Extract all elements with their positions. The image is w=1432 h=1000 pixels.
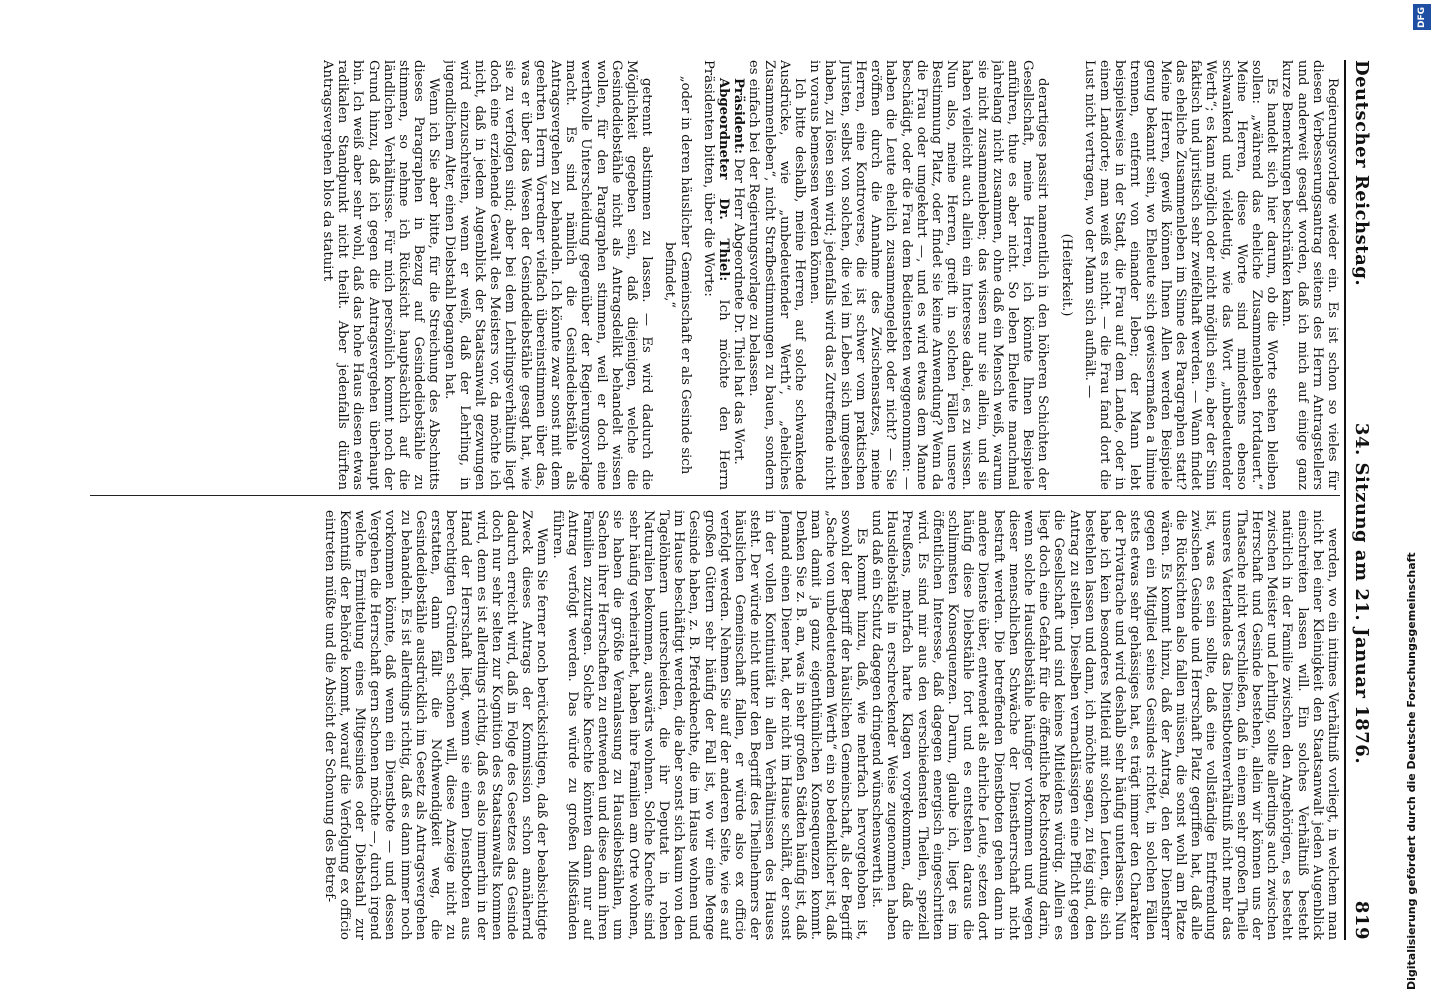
paragraph: Regierungsvorlage wieder ein. Es ist schon so vieles für diesen Verbesserungsantrag seitens des Herrn Antragstellers und anderweit gesagt worden, daß ich mich auf einige ganz kurze Bemerkungen beschränken kann. bbox=[1279, 60, 1340, 490]
header-session: 34. Sitzung am 21. Januar 1876. bbox=[1351, 422, 1373, 765]
paragraph: Es kommt hinzu, daß, wie mehrfach hervorgehoben ist, sowohl der Begriff der häuslichen Gemeinschaft, als der Begriff „Sache von unbedeutendem Werth“ ein so bedenklicher ist, daß man damit ja ganz eigenthümlichen Konsequenzen kommt. Denken Sie z. B. an, was in sehr großen Städten häufig ist, daß Jemand einen Diener hat, der nicht im Hause schläft, der sonst in der vollen Kontinuität in allen Verhältnissen des Hauses steht. Der würde nicht unter den Begriff des Theilnehmers der häuslichen Gemeinschaft fallen, er würde also ex officio verfolgt werden. Nehmen Sie auf der anderen Seite, wie es auf großen Gütern sehr häufig der Fall ist, wo wir eine Menge Gesinde haben, z. B. Pferdeknechte, die im Hause wohnen und im Hause beschäftigt werden, die aber sonst sich kaum von den Tagelöhnern unterscheiden, die ihr Deputat in rohen Naturalien bekommen, auswärts wohnen. Solche Knechte sind sehr häufig verheirathet, haben ihre Familien am Orte wohnen, sie haben die größte Veranlassung zu Hausdiebstählen, um Sachen ihrer Herrschaften zu entwenden und diese dann ihren Familien zuzutragen. Solche Knechte könnten dann nur auf Antrag verfolgt werden. Das würde zu großen Mißständen führen. bbox=[549, 510, 869, 940]
left-column bbox=[90, 60, 1340, 490]
digitization-note-text: Digitalisierung gefördert durch die Deutsche Forschungsgemeinschaft bbox=[1405, 552, 1418, 990]
paragraph: Wenn ich Sie aber bitte, für die Streichung des Abschnitts dieses Paragraphen in Bezug auf Gesindediebstähle zu stimmen, so nehme ich Rücksicht hauptsächlich auf die ländlichen Verhältnisse. Für mich persönlich kommt noch der Grund hinzu, daß ich gegen die Antragsvergehen überhaupt bin. Ich weiß aber sehr wohl, daß das hohe Haus diesen etwas radikalen Standpunkt nicht theilt. Aber jedenfalls dürften Antragsvergehen blos da statuirt bbox=[320, 60, 442, 490]
paragraph: Es handelt sich hier darum, ob die Worte stehen bleiben sollen: „während das eheliche Zusammenleben fortdauert.“ Meine Herren, diese Worte sind mindestens ebenso schwankend und vieldeutig, wie das Wort „unbedeutender Werth“; es kann möglich oder nicht möglich sein, aber der Sinn faktisch und juristisch sehr zweifelhaft werden. — Wann findet das eheliche Zusammenleben im Sinne des Paragraphen statt? Meine Herren, gewiß können Ihnen Allen werden Beispiele genug bekannt sein, wo Eheleute sich gewissermaßen a limine trennen, entfernt von einander leben; der Mann lebt beispielsweise in der Stadt, die Frau auf dem Lande, oder in einem Landorte; man weiß es nicht. — die Frau fand dort die Lust nicht vertragen, wo der Mann sich aufhält. — bbox=[1081, 60, 1280, 490]
paragraph: Wenn Sie ferner noch berücksichtigen, daß der beabsichtigte Zweck dieses Antrags der Kommission schon annähernd dadurch erreicht wird, daß in Folge des Gesetzes das Gesinde doch nur sehr selten zur Kognition des Staatsanwalts kommen wird, denn es ist allerdings richtig, daß es also immerhin in der Hand der Herrschaft liegt, wenn sie einen Dienstboten aus berechtigten Gründen schonen will, diese Anzeige nicht zu erstatten, dann fällt die Nothwendigkeit weg, die Gesindediebstähle ausdrücklich im Gesetz als Antragsvergehen zu behandeln. Es ist allerdings richtig, daß es dann immer noch vorkommen könnte, daß wenn ein Dienstbote — und dessen Vergehen die Herrschaft gern schonen möchte —, durch irgend welche Ermittelung eines Mitgesindes oder Diebstahl zur Kenntniß der Behörde kommt, worauf die Verfolgung ex officio eintreten müßte und die Absicht der Schonung des Betref- bbox=[321, 510, 550, 940]
header-rule bbox=[1344, 60, 1346, 940]
paragraph: derartiges passirt namentlich in den höheren Schichten der Gesellschaft, meine Herren, ich könnte Ihnen Beispiele anführen, thue es aber nicht. So leben Eheleute manchmal jahrelang nicht zusammen, ohne daß ein Mensch weiß, warum sie nicht zusammenleben; das wissen nur sie allein, und sie haben vielleicht auch allein ein Interesse dabei, es zu wissen. Nun also, meine Herren, greift in solchen Fällen unsere Bestimmung Platz, oder findet sie keine Anwendung? Wenn da die Frau oder umgekehrt —, und es wird etwas dem Manne beschädigt, oder die Frau dem Bediensteten weggenommen: — haben die Leute ehelich zusammengelebt oder nicht? — Sie eröffnen durch die Annahme des Zwischensatzes, meine Herren, eine Kontroverse, die ist schwer vom praktischen Juristen, selbst von solchen, die viel im Leben sich umgesehen haben, zu lösen sein wird; jedenfalls wird das Zutreffende nicht in voraus bemessen werden können. bbox=[807, 60, 1051, 490]
paragraph: getrennt abstimmen zu lassen. — Es wird dadurch die Möglichkeit gegeben sein, daß diejenigen, welche die Gesindediebstähle nicht als Antragsdelikt behandelt wissen wollen, für den Paragraphen stimmen, weil er doch eine werthvolle Unterscheidung gegenüber der Regierungsvorlage macht. Es sind nämlich die Gesindediebstähle als Antragsvergehen zu behandeln. Ich könnte zwar sonst mit dem geehrten Herrn Vorredner vielfach übereinstimmen über das, was er über das Wesen der Gesindediebstähle gesagt hat, wie sie zu verfolgen sind; aber bei dem Lehrlingsverhältniß liegt doch eine erziehende Gewalt des Meisters vor, da möchte ich nicht, daß in jedem Augenblick der Staatsanwalt gezwungen wird einzuschreiten, wenn er weiß, daß der Lehrling, in jugendlichem Alter, einen Diebstahl begangen hat. bbox=[441, 60, 655, 490]
paragraph: Ich bitte deshalb, meine Herren, auf solche schwankende Ausdrücke, wie „unbedeutender Werth“, „eheliches Zusammenleben“, nicht Strafbestimmungen zu bauen, sondern es einfach bei der Regierungsvorlage zu belassen. bbox=[746, 60, 808, 490]
header-left: Deutscher Reichstag. bbox=[1351, 60, 1373, 287]
speaker-label: Abgeordneter Dr. Thiel: bbox=[716, 78, 732, 282]
centered-line bbox=[662, 60, 692, 490]
page-number: 819 bbox=[1351, 900, 1373, 940]
column-divider bbox=[90, 495, 1340, 496]
centered-text: „oder in deren häuslicher Gemeinschaft er als Gesinde sich befindet,“ bbox=[662, 75, 693, 475]
dfg-logo: DFG bbox=[1413, 4, 1431, 30]
speaker-text: Der Herr Abgeordnete Dr. Thiel hat das Wort. bbox=[731, 154, 747, 465]
centered-text: (Heiterkeit.) bbox=[1058, 233, 1074, 317]
centered-line bbox=[1058, 60, 1073, 490]
right-column bbox=[90, 510, 1340, 940]
speaker-paragraph bbox=[701, 60, 731, 490]
speaker-label: Präsident: bbox=[731, 78, 747, 155]
paragraph: werden, wo ein intimes Verhältniß vorliegt, in welchem man nicht bei einer Kleinigkeit den Staatsanwalt jeden Augenblick einschreiten lassen will. Ein solches Verhältniß besteht natürlich in der Familie zwischen den Angehörigen, es besteht zwischen Meister und Lehrling, sollte allerdings auch zwischen Herrschaft und Gesinde bestehen, allein wir können uns der Thatsache nicht verschließen, daß in einem sehr großen Theile unseres Vaterlandes das Dienstbotenverhältniß nicht mehr das ist, was es sein sollte, daß eine vollständige Entfremdung zwischen Gesinde und Herrschaft Platz gegriffen hat, daß alle die Rücksichten also fallen müssen, die sonst wohl am Platze wären. Es kommt hinzu, daß der Antrag, den der Dienstherr gegen ein Mitglied seines Gesindes richtet, in solchen Fällen stets etwas sehr gehässiges hat, es trägt immer den Charakter der Privatrache und wird deshalb sehr häufig unterlassen. Nun habe ich kein besonderes Mitleid mit solchen Leuten, die sich bestehlen lassen und dann, ich möchte sagen, zu feig sind, den Antrag zu stellen. Dieselben vernachlässigen eine Pflicht gegen die Gesellschaft und sind keines Mitleidens würdig. Allein es liegt doch eine Gefahr für die öffentliche Rechtsordnung darin, wenn solche Hausdiebstähle häufiger vorkommen und wegen dieser menschlichen Schwäche der Dienstherrschaft nicht bestraft werden. Die betreffenden Dienstboten gehen dann in andere Dienste über, entwendet als ehrliche Leute, setzen dort häufig diese Diebstähle fort und es entstehen daraus die schlimmsten Konsequenzen. Darum, glaube ich, liegt es im öffentlichen Interesse, daß dagegen energisch eingeschritten wird. Es sind mir aus den verschiedensten Theilen, speziell Preußens, mehrfach harte Klagen vorgekommen, daß die Hausdiebstähle in erschreckender Weise zugenommen haben und daß ein Schutz dagegen dringend wünschenswerth ist. bbox=[868, 510, 1340, 940]
digitization-note bbox=[1405, 0, 1423, 1000]
speaker-paragraph bbox=[731, 60, 746, 490]
speaker-text: Ich möchte den Herrn Präsidenten bitten, über die Worte: bbox=[700, 60, 732, 490]
page-header bbox=[1347, 60, 1377, 940]
